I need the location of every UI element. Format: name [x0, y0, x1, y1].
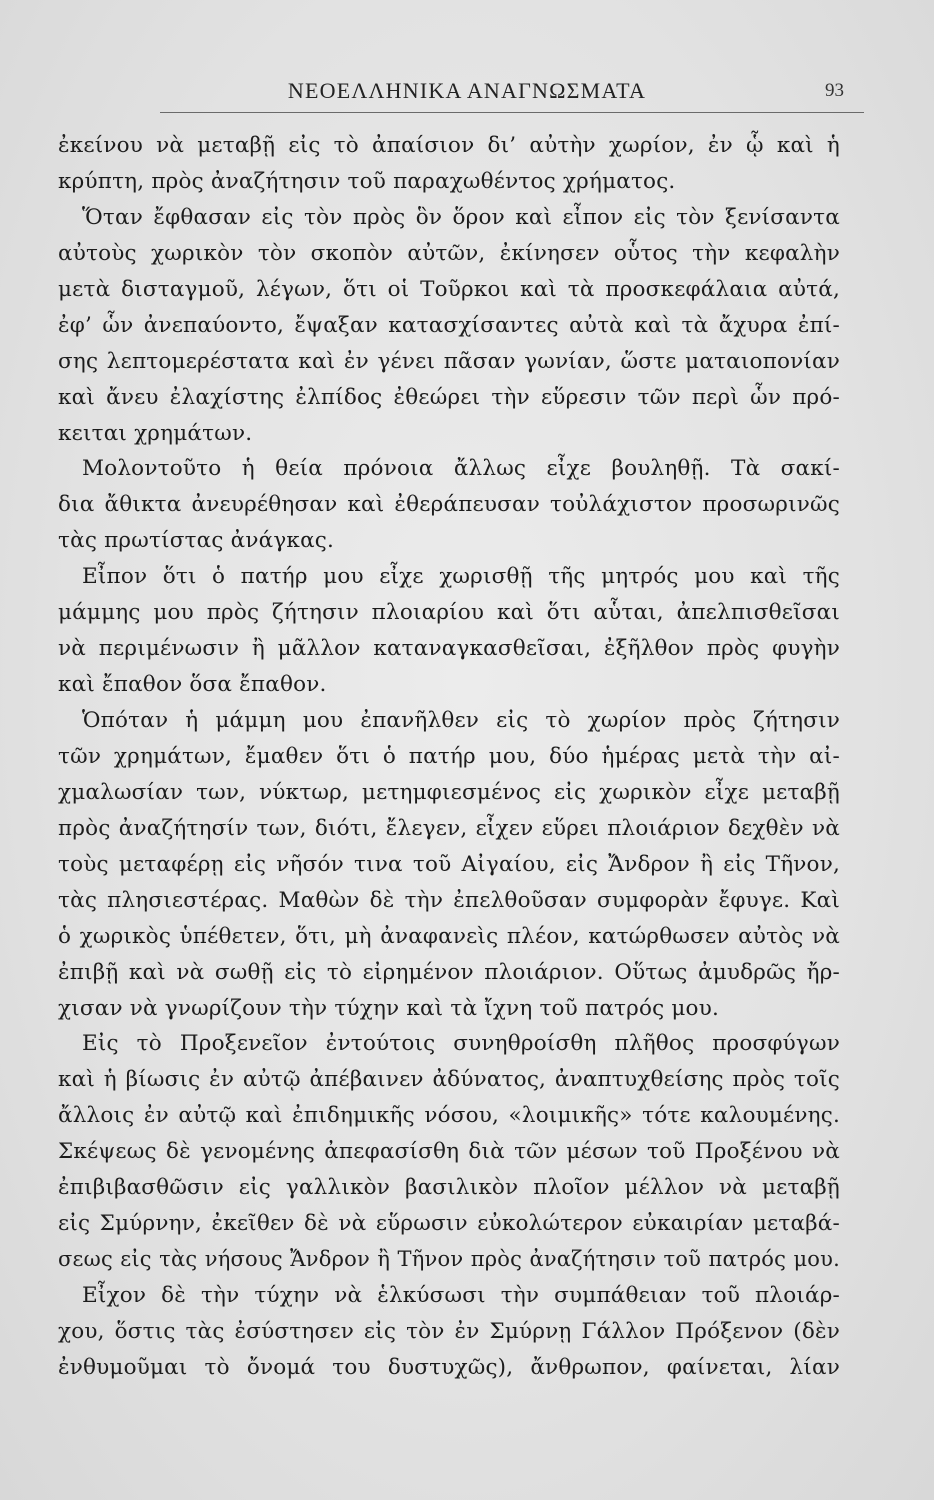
text-line: ἐπιβιβασθῶσιν εἰς γαλλικὸν βασιλικὸν πλοῖον μέλλον νὰ μεταβῇ	[58, 1175, 840, 1201]
text-line: Εἰς τὸ Προξενεῖον ἐντούτοις συνηθροίσθη πλῆθος προσφύγων	[82, 1031, 840, 1057]
text-line: τὰς πλησιεστέρας. Μαθὼν δὲ τὴν ἐπελθοῦσαν συμφορὰν ἔφυγε. Καὶ	[58, 887, 840, 913]
text-line: Εἶπον ὅτι ὁ πατήρ μου εἶχε χωρισθῇ τῆς μητρός μου καὶ τῆς	[82, 564, 840, 590]
text-line: ἐνθυμοῦμαι τὸ ὄνομά του δυστυχῶς), ἄνθρωπον, φαίνεται, λίαν	[58, 1354, 840, 1380]
text-line: τῶν χρημάτων, ἔμαθεν ὅτι ὁ πατήρ μου, δύο ἡμέρας μετὰ τὴν αἰ-	[58, 743, 840, 769]
text-line: αὐτοὺς χωρικὸν τὸν σκοπὸν αὐτῶν, ἐκίνησεν οὗτος τὴν κεφαλὴν	[58, 240, 840, 266]
text-line: ὁ χωρικὸς ὑπέθετεν, ὅτι, μὴ ἀναφανεὶς πλέον, κατώρθωσεν αὐτὸς νὰ	[58, 923, 840, 949]
text-line: Μολοντοῦτο ἡ θεία πρόνοια ἄλλως εἶχε βουληθῇ. Τὰ σακί-	[82, 456, 840, 482]
text-line: κειται χρημάτων.	[58, 420, 253, 446]
header-rule	[160, 112, 864, 113]
text-line: ἐφ’ ὧν ἀνεπαύοντο, ἔψαξαν κατασχίσαντες αὐτὰ καὶ τὰ ἄχυρα ἐπί-	[58, 312, 840, 338]
text-line: καὶ ἄνευ ἐλαχίστης ἐλπίδος ἐθεώρει τὴν εὕρεσιν τῶν περὶ ὧν πρό-	[58, 384, 840, 410]
text-line: τοὺς μεταφέρῃ εἰς νῆσόν τινα τοῦ Αἰγαίου, εἰς Ἄνδρον ἢ εἰς Τῆνον,	[58, 851, 840, 877]
text-line: καὶ ἔπαθον ὅσα ἔπαθον.	[58, 672, 327, 698]
text-line: ἐπιβῇ καὶ νὰ σωθῇ εἰς τὸ εἰρημένον πλοιάριον. Οὕτως ἀμυδρῶς ἤρ-	[58, 959, 840, 985]
text-line: ἐκείνου νὰ μεταβῇ εἰς τὸ ἀπαίσιον δι’ αὐτὴν χωρίον, ἐν ᾧ καὶ ἡ	[58, 133, 840, 158]
text-line: χου, ὅστις τὰς ἐσύστησεν εἰς τὸν ἐν Σμύρνῃ Γάλλον Πρόξενον (δὲν	[58, 1318, 840, 1344]
text-line: καὶ ἡ βίωσις ἐν αὐτῷ ἀπέβαινεν ἀδύνατος, ἀναπτυχθείσης πρὸς τοῖς	[58, 1067, 840, 1093]
text-line: χισαν νὰ γνωρίζουν τὴν τύχην καὶ τὰ ἴχνη τοῦ πατρός μου.	[58, 995, 720, 1021]
text-line: ἄλλοις ἐν αὐτῷ καὶ ἐπιδημικῆς νόσου, «λοιμικῆς» τότε καλουμένης.	[58, 1103, 840, 1129]
page-number: 93	[825, 80, 844, 101]
body-text	[58, 128, 840, 1386]
text-line: Εἶχον δὲ τὴν τύχην νὰ ἑλκύσωσι τὴν συμπάθειαν τοῦ πλοιάρ-	[82, 1283, 840, 1308]
text-line: Ὅταν ἔφθασαν εἰς τὸν πρὸς ὃν ὅρον καὶ εἶπον εἰς τὸν ξενίσαντα	[82, 204, 840, 230]
text-line: σεως εἰς τὰς νήσους Ἄνδρον ἢ Τῆνον πρὸς ἀναζήτησιν τοῦ πατρός μου.	[58, 1247, 840, 1272]
text-line: μάμμης μου πρὸς ζήτησιν πλοιαρίου καὶ ὅτι αὗται, ἀπελπισθεῖσαι	[58, 600, 840, 626]
text-line: σης λεπτομερέστατα καὶ ἐν γένει πᾶσαν γωνίαν, ὥστε ματαιοπονίαν	[58, 348, 840, 374]
text-line: Σκέψεως δὲ γενομένης ἀπεφασίσθη διὰ τῶν μέσων τοῦ Προξένου νὰ	[58, 1139, 840, 1165]
text-line: εἰς Σμύρνην, ἐκεῖθεν δὲ νὰ εὕρωσιν εὐκολώτερον εὐκαιρίαν μεταβά-	[58, 1211, 840, 1237]
text-line: χμαλωσίαν των, νύκτωρ, μετημφιεσμένος εἰς χωρικὸν εἶχε μεταβῇ	[58, 779, 840, 805]
running-head	[0, 78, 934, 114]
text-line: νὰ περιμένωσιν ἢ μᾶλλον καταναγκασθεῖσαι, ἐξῆλθον πρὸς φυγὴν	[58, 636, 840, 662]
text-line: μετὰ δισταγμοῦ, λέγων, ὅτι οἱ Τοῦρκοι καὶ τὰ προσκεφάλαια αὐτά,	[58, 276, 840, 302]
text-line: δια ἄθικτα ἀνευρέθησαν καὶ ἐθεράπευσαν τοὐλάχιστον προσωρινῶς	[58, 492, 840, 518]
text-line: πρὸς ἀναζήτησίν των, διότι, ἔλεγεν, εἶχεν εὕρει πλοιάριον δεχθὲν νὰ	[58, 815, 840, 841]
text-line: Ὁπόταν ἡ μάμμη μου ἐπανῆλθεν εἰς τὸ χωρίον πρὸς ζήτησιν	[82, 708, 840, 733]
running-title: ΝΕΟΕΛΛΗΝΙΚΑ ΑΝΑΓΝΩΣΜΑΤΑ	[287, 78, 647, 103]
text-line: τὰς πρωτίστας ἀνάγκας.	[58, 528, 335, 554]
text-line: κρύπτη, πρὸς ἀναζήτησιν τοῦ παραχωθέντος χρήματος.	[58, 168, 676, 194]
